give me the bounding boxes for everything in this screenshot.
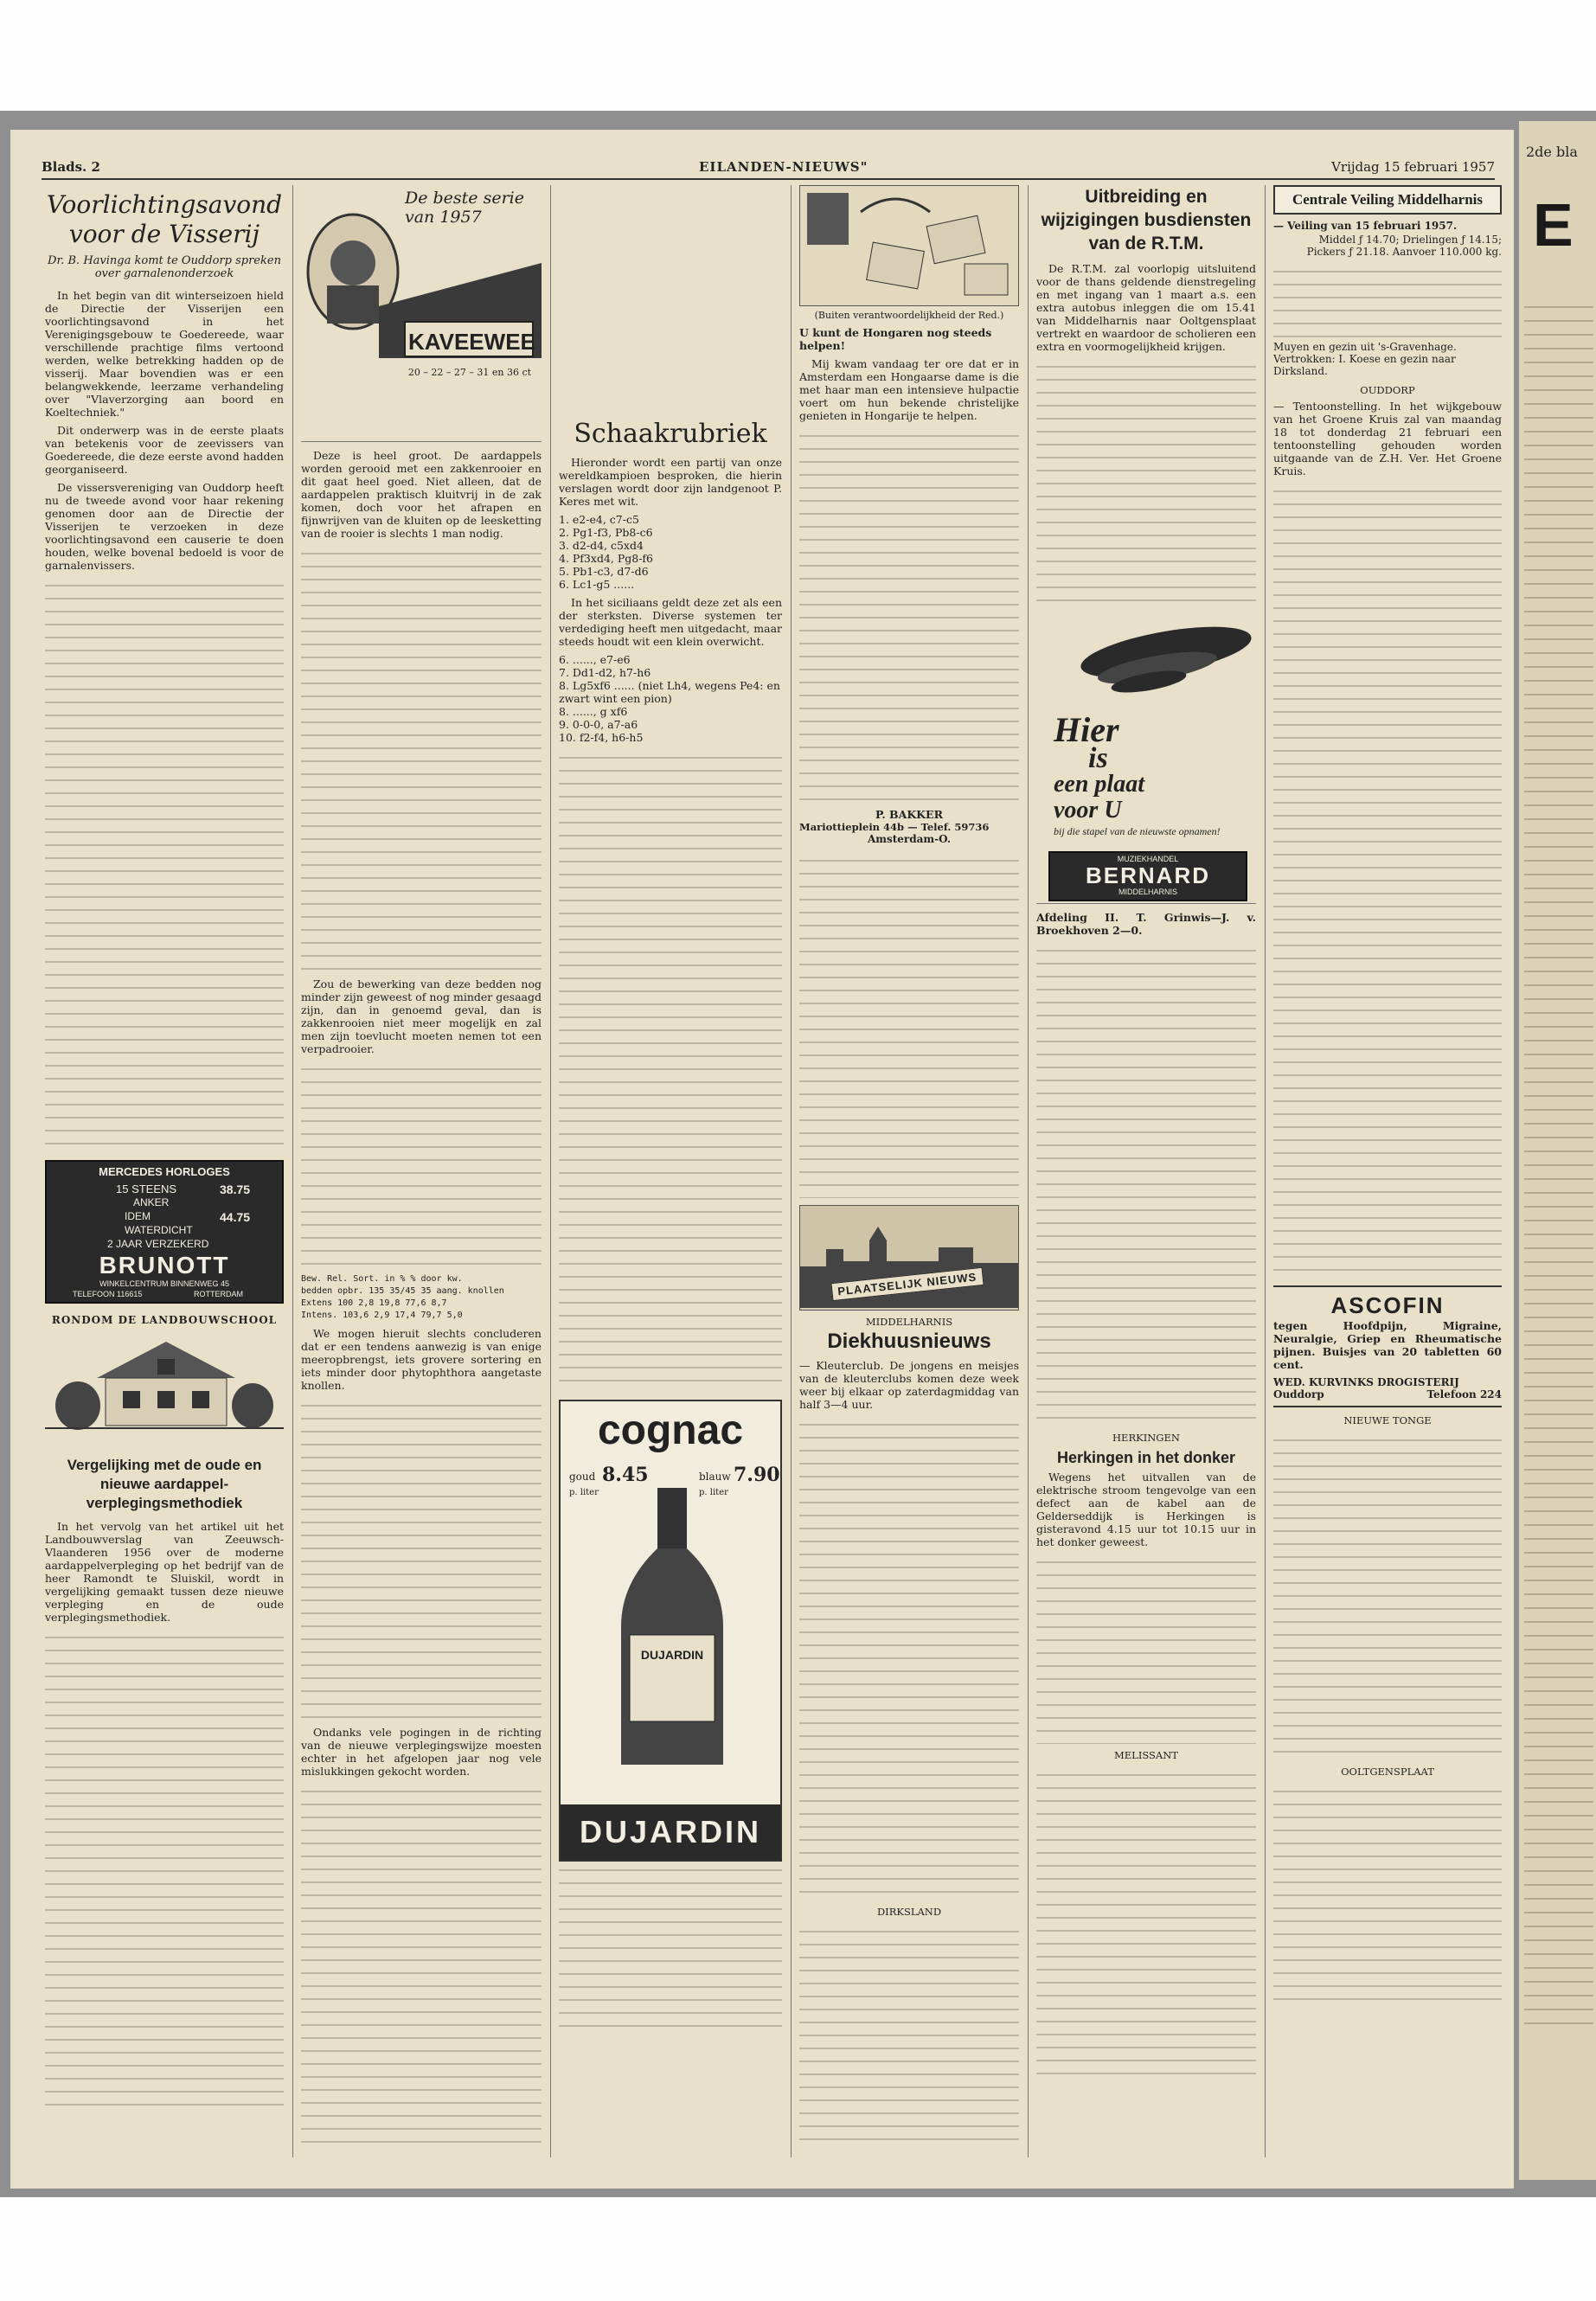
page-masthead bbox=[42, 157, 1495, 180]
column-1 bbox=[45, 185, 284, 2166]
ad-line: WATERDICHT bbox=[125, 1224, 193, 1236]
chess-move: 10. f2-f4, h6-h5 bbox=[559, 731, 644, 744]
section-banner: PLAATSELIJK NIEUWS bbox=[830, 1267, 984, 1301]
ad-line: ANKER bbox=[133, 1196, 170, 1208]
letter-address: Mariottieplein 44b — Telef. 59736 bbox=[799, 821, 990, 833]
ad-phone: TELEFOON 116615 bbox=[73, 1290, 143, 1298]
ad-city: ROTTERDAM bbox=[194, 1290, 243, 1298]
cigar-portrait-drawing bbox=[301, 211, 542, 419]
article-paragraph: In het vervolg van het artikel uit het Landbouwverslag van Zeeuwsch-Vlaanderen 1956 over de moderne aardappelverpleging op het bedrijf van de heer Ramondt te Sluiskil, wordt in vergelijking gemaakt tussen deze nieuwe verpleging en de oude verplegingsmethodiek. bbox=[45, 1520, 284, 1624]
brunott-horloges-ad bbox=[45, 1160, 284, 1304]
column-rule bbox=[1028, 185, 1029, 2157]
column-3 bbox=[559, 185, 782, 2166]
ad-variant: goud bbox=[569, 1471, 596, 1483]
news-body-text bbox=[1036, 1766, 1256, 2078]
column-rule bbox=[1265, 185, 1266, 2157]
kaveewee-cigar-ad bbox=[301, 185, 542, 442]
chess-move: 4. Pf3xd4, Pg8-f6 bbox=[559, 552, 654, 565]
article-body-text bbox=[301, 1397, 542, 1726]
article-body-text bbox=[301, 545, 542, 977]
news-body-text bbox=[1273, 1432, 1502, 1760]
ad-brand: ASCOFIN bbox=[1330, 1292, 1445, 1318]
article-title: Voorlichtingsavond voor de Visserij bbox=[46, 190, 283, 248]
ad-unit: p. liter bbox=[699, 1488, 728, 1497]
chess-move: 3. d2-d4, c5xd4 bbox=[559, 539, 644, 552]
location-heading: DIRKSLAND bbox=[876, 1906, 942, 1918]
news-body-text bbox=[1273, 483, 1502, 1279]
sport-result: Afdeling II. T. Grinwis—J. v. Broekhoven 2—0. bbox=[1036, 911, 1256, 937]
article-paragraph: We mogen hieruit slechts concluderen dat er een tendens aanwezig is van enige meeropbrengst, iets grovere sortering en iets minder door phytophthora aangetaste knollen. bbox=[301, 1327, 542, 1392]
news-body-text bbox=[799, 1416, 1019, 1900]
illustration-title: RONDOM DE LANDBOUWSCHOOL bbox=[51, 1314, 278, 1326]
article-title: Uitbreiding en wijzigingen busdiensten van de R.T.M. bbox=[1041, 187, 1252, 253]
landbouwschool-header-illustration bbox=[45, 1314, 284, 1444]
paper-name: EILANDEN-NIEUWS" bbox=[699, 159, 869, 175]
chess-body-text bbox=[559, 1862, 782, 2035]
sport-body-text bbox=[1036, 942, 1256, 1426]
ad-address: WINKELCENTRUM BINNENWEG 45 bbox=[99, 1279, 230, 1288]
article-subtitle: Dr. B. Havinga komt te Ouddorp spreken over garnalenonderzoek bbox=[48, 254, 281, 280]
ad-brand-box bbox=[1048, 851, 1247, 901]
chess-move: 5. Pb1-c3, d7-d6 bbox=[559, 565, 649, 578]
veiling-prices: Middel ƒ 14.70; Drielingen ƒ 14.15; bbox=[1318, 234, 1502, 246]
letter-body-text bbox=[799, 427, 1019, 808]
adjacent-page-edge bbox=[1519, 121, 1596, 2180]
dujardin-cognac-ad bbox=[559, 1400, 782, 1862]
newspaper-page bbox=[10, 130, 1514, 2189]
location-heading: MIDDELHARNIS bbox=[865, 1316, 953, 1328]
ad-brand: BERNARD bbox=[1086, 862, 1210, 888]
veiling-date: — Veiling van 15 februari 1957. bbox=[1273, 220, 1458, 232]
table-subheader: bedden opbr. 135 35/45 35 aang. knollen bbox=[301, 1286, 504, 1296]
table-header: Bew. Rel. Sort. in % % door kw. bbox=[301, 1274, 463, 1284]
schoolhouse-drawing bbox=[45, 1326, 284, 1437]
veiling-prices: Pickers ƒ 21.18. Aanvoer 110.000 kg. bbox=[1306, 246, 1502, 258]
article-body-text bbox=[1036, 1554, 1256, 1744]
adjacent-page-text bbox=[1524, 294, 1593, 2024]
ad-title: cognac bbox=[597, 1407, 744, 1453]
ad-text: bij die stapel van de nieuwste opnamen! bbox=[1054, 825, 1221, 837]
article-body-text bbox=[45, 577, 284, 1148]
chess-move: 2. Pg1-f3, Pb8-c6 bbox=[559, 526, 653, 539]
article-body-text bbox=[1036, 358, 1256, 609]
article-paragraph: Dit onderwerp was in de eerste plaats van betekenis voor de zeevissers van Goedereede, die deze eerste avond hadden georganiseerd. bbox=[45, 424, 284, 476]
letters-illustration bbox=[800, 186, 1018, 304]
chess-commentary: In het siciliaans geldt deze zet als een der sterksten. Diverse systemen ter verdediging heeft men uitgedacht, maar steeds houdt wit een klein overwicht. bbox=[559, 596, 782, 648]
article-paragraph: Deze is heel groot. De aardappels worden gerooid met een zakkenrooier en dit gaat heel goed. Niet alleen, dat de aardappelen praktisch kluitvrij in de zak komen, doch voor het afrapen en fijnwrijven van de kluiten op de leesketting van de rooier is slechts 1 man nodig. bbox=[301, 449, 542, 540]
article-paragraph: De R.T.M. zal voorlopig uitsluitend voor de thans geldende dienstregeling en met ingang van 1 maart a.s. een extra autobus inleggen die om 15.41 van Middelharnis naar Ooltgensplaat vertrekt en waardoor de scholieren een extra en voormogelijkheid krijgen. bbox=[1036, 262, 1256, 353]
article-title: Herkingen in het donker bbox=[1056, 1449, 1236, 1466]
chess-intro: Hieronder wordt een partij van onze wereldkampioen besproken, die hierin verslagen wordt door zijn landgenoot P. Keres met wit. bbox=[559, 456, 782, 508]
ad-text: voor U bbox=[1054, 797, 1122, 824]
editorial-disclaimer: (Buiten verantwoordelijkheid der Red.) bbox=[814, 310, 1004, 321]
news-item: — Kleuterclub. De jongens en meisjes van de kleuterclubs komen deze week weer bij elkaar op zaterdagmiddag van half 3—4 uur. bbox=[799, 1359, 1019, 1411]
article-paragraph: Wegens het uitvallen van de elektrische stroom tengevolge van een defect aan de kabel aan de Gelderseddijk is Herkingen is gisteravond 4.15 uur tot 10.15 uur in het donker geweest. bbox=[1036, 1471, 1256, 1548]
letter-body-text bbox=[799, 852, 1019, 1198]
ad-price: 8.45 bbox=[602, 1464, 649, 1486]
burgerlijke-stand-line: Muyen en gezin uit 's-Gravenhage. bbox=[1273, 341, 1457, 353]
veiling-header-box bbox=[1273, 185, 1502, 215]
chess-column-title: Schaakrubriek bbox=[574, 419, 767, 449]
scan-top-margin bbox=[0, 0, 1596, 111]
table-row: Intens. 103,6 2,9 17,4 79,7 5,0 bbox=[301, 1311, 463, 1320]
section-title: Diekhuusnieuws bbox=[827, 1330, 991, 1353]
issue-date: Vrijdag 15 februari 1957 bbox=[1331, 159, 1495, 175]
bernard-muziekhandel-ad bbox=[1036, 618, 1256, 904]
location-heading: OOLTGENSPLAAT bbox=[1341, 1766, 1434, 1778]
ad-text: een plaat bbox=[1054, 771, 1144, 798]
article-body-text bbox=[301, 1061, 542, 1268]
ad-brand: DUJARDIN bbox=[561, 1804, 780, 1860]
ad-line: 2 JAAR VERZEKERD bbox=[107, 1238, 209, 1250]
article-paragraph: In het begin van dit winterseizoen hield de Directie der Visserijen een voorlichtingsavond in het Verenigingsgebouw te Goedereede, waar verschillende prachtige films vertoond werden, welke betrekking hadden op de visserij. Maar bovendien was er een belangwekkende, leerzame verhandeling over "Vlaverzorging aan boord en Koeltechniek." bbox=[45, 289, 284, 419]
article-paragraph: De vissersvereniging van Ouddorp heeft nu de tweede avond voor haar rekening genomen door aan de Directie der Visserijen te verzoeken in deze voorlichtingsavond een causerie te doen houden, welke bovenal bedoeld is voor de garnalenvissers. bbox=[45, 481, 284, 572]
letter-title: U kunt de Hongaren nog steeds helpen! bbox=[799, 326, 992, 352]
chess-move: 9. 0-0-0, a7-a6 bbox=[559, 718, 638, 731]
bottle-label: DUJARDIN bbox=[640, 1648, 704, 1662]
chess-moves bbox=[559, 653, 782, 744]
cognac-bottle-drawing bbox=[561, 1488, 782, 1773]
column-rule bbox=[550, 185, 551, 2157]
news-body-text bbox=[799, 1923, 1019, 2148]
ad-line: 15 STEENS bbox=[116, 1183, 177, 1195]
adjacent-page-header: 2de bla bbox=[1526, 144, 1578, 160]
chess-move: 6. Lc1-g5 ...... bbox=[559, 578, 635, 591]
ad-phone: Telefoon 224 bbox=[1426, 1388, 1502, 1400]
ad-price: 7.90 bbox=[734, 1464, 780, 1486]
chess-move: 1. e2-e4, c7-c5 bbox=[559, 513, 639, 526]
column-4 bbox=[799, 185, 1019, 2166]
column-rule bbox=[791, 185, 792, 2157]
ad-sponsor: WED. KURVINKS DROGISTERIJ bbox=[1273, 1376, 1459, 1388]
article-body-text bbox=[45, 1629, 284, 2113]
scan-bottom-margin bbox=[0, 2197, 1596, 2301]
ad-price: 38.75 bbox=[220, 1183, 251, 1196]
yield-table bbox=[301, 1273, 542, 1322]
column-5 bbox=[1036, 185, 1256, 2166]
section-title: Centrale Veiling Middelharnis bbox=[1292, 191, 1484, 208]
ad-contact bbox=[1273, 1388, 1502, 1400]
ad-brand: KAVEEWEE bbox=[408, 329, 535, 355]
ad-slogan: De beste serie van 1957 bbox=[405, 189, 524, 227]
adjacent-page-headline: E bbox=[1533, 191, 1574, 259]
chess-move: 7. Dd1-d2, h7-h6 bbox=[559, 666, 651, 679]
ad-text: is bbox=[1088, 742, 1108, 774]
location-heading: HERKINGEN bbox=[1112, 1432, 1180, 1444]
ad-variant: blauw bbox=[699, 1471, 731, 1483]
ad-line: IDEM bbox=[125, 1210, 151, 1222]
article-title: Vergelijking met de oude en nieuwe aardappel-verplegingsmethodiek bbox=[67, 1457, 262, 1511]
news-item: — Tentoonstelling. In het wijkgebouw van het Groene Kruis zal van maandag 18 tot donderdag 21 februari een tentoonstelling gehouden worden uitgaande van de Z.H. Ver. Het Groene Kruis. bbox=[1273, 400, 1502, 478]
news-body-text bbox=[1273, 1783, 1502, 2008]
chess-move: 8. Lg5xf6 ...... (niet Lh4, wegens Pe4: en zwart wint een pion) bbox=[559, 679, 780, 705]
ad-text: tegen Hoofdpijn, Migraine, Neuralgie, Griep en Rheumatische pijnen. Buisjes van 20 tabletten 60 cent. bbox=[1273, 1319, 1502, 1371]
article-paragraph: Ondanks vele pogingen in de richting van de nieuwe verplegingswijze moesten echter in het afgelopen jaar nog vele mislukkingen gekocht worden. bbox=[301, 1726, 542, 1778]
location-heading: OUDDORP bbox=[1360, 384, 1415, 396]
chess-move: 6. ......, e7-e6 bbox=[559, 653, 631, 666]
record-stack-drawing bbox=[1036, 618, 1256, 713]
ad-text: Hier bbox=[1054, 710, 1119, 749]
article-paragraph: Zou de bewerking van deze bedden nog minder zijn geweest of nog minder gesaagd zijn, dan in genoemd geval, dan is zakkenrooien niet meer mogelijk en zal men zijn toevlucht moeten nemen tot een verpadrooier. bbox=[301, 977, 542, 1055]
ad-sizes: 20 – 22 – 27 – 31 en 36 ct bbox=[407, 367, 532, 378]
ingezonden-stukken-header bbox=[799, 185, 1019, 306]
chess-move: 8. ......, g xf6 bbox=[559, 705, 628, 718]
ad-unit: p. liter bbox=[569, 1488, 599, 1497]
column-rule bbox=[292, 185, 293, 2157]
letter-city: Amsterdam-O. bbox=[867, 833, 952, 845]
location-heading: NIEUWE TONGE bbox=[1343, 1414, 1432, 1426]
letter-signature: P. BAKKER bbox=[875, 808, 943, 821]
ad-city: Ouddorp bbox=[1273, 1388, 1324, 1400]
chess-body-text bbox=[559, 749, 782, 1389]
plaatselijk-nieuws-header bbox=[799, 1205, 1019, 1311]
page-number: Blads. 2 bbox=[42, 159, 100, 175]
ad-category: MUZIEKHANDEL bbox=[1117, 855, 1179, 863]
chess-moves bbox=[559, 513, 782, 591]
ad-city: MIDDELHARNIS bbox=[1118, 888, 1177, 896]
article-body-text bbox=[301, 1783, 542, 2146]
ad-brand: BRUNOTT bbox=[99, 1252, 230, 1279]
burgerlijke-stand-line: Vertrokken: I. Koese en gezin naar Dirksland. bbox=[1273, 353, 1456, 377]
ad-title: MERCEDES HORLOGES bbox=[99, 1165, 230, 1178]
location-heading: MELISSANT bbox=[1114, 1749, 1178, 1761]
letter-paragraph: Mij kwam vandaag ter ore dat er in Amsterdam een Hongaarse dame is die met haar man een intensieve hulpactie voert om hun bekende christelijke genieten in Hongarije te helpen. bbox=[799, 357, 1019, 422]
column-2 bbox=[301, 185, 542, 2166]
burgerlijke-stand-text bbox=[1273, 263, 1502, 341]
column-6 bbox=[1273, 185, 1502, 2166]
ascofin-ad bbox=[1273, 1285, 1502, 1407]
table-row: Extens 100 2,8 19,8 77,6 8,7 bbox=[301, 1298, 447, 1308]
ad-price: 44.75 bbox=[220, 1210, 251, 1224]
